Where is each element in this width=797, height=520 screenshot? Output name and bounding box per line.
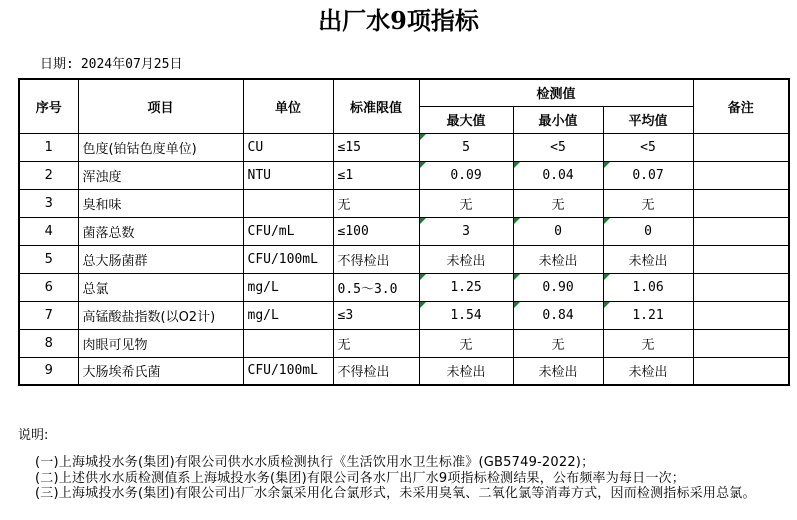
cell-seq: 3: [19, 189, 78, 217]
green-triangle-indicator: [514, 218, 520, 224]
cell-remark: [693, 301, 789, 329]
note-line-1: (一)上海城投水务(集团)有限公司供水水质检测执行《生活饮用水卫生标准》(GB5749-2022)；: [35, 455, 595, 470]
indicators-table: [18, 78, 790, 386]
green-triangle-indicator: [420, 218, 426, 224]
col-header-limit: 标准限值: [333, 79, 419, 133]
cell-item: 大肠埃希氏菌: [78, 357, 243, 385]
cell-max: 1.54: [419, 301, 513, 329]
cell-unit: NTU: [243, 161, 333, 189]
cell-unit: CU: [243, 133, 333, 161]
table-row: [19, 161, 789, 189]
table-body: [19, 133, 789, 385]
cell-limit: ≤1: [333, 161, 419, 189]
cell-unit: [243, 189, 333, 217]
green-triangle-indicator: [604, 274, 610, 280]
col-header-unit: 单位: [243, 79, 333, 133]
header-row-1: [19, 79, 789, 106]
green-triangle-indicator: [514, 162, 520, 168]
cell-item: 总大肠菌群: [78, 245, 243, 273]
col-header-seq: 序号: [19, 79, 78, 133]
cell-item: 总氯: [78, 273, 243, 301]
cell-limit: 不得检出: [333, 357, 419, 385]
cell-unit: [243, 329, 333, 357]
cell-limit: 0.5～3.0: [333, 273, 419, 301]
cell-seq: 8: [19, 329, 78, 357]
cell-unit: CFU/mL: [243, 217, 333, 245]
cell-item: 肉眼可见物: [78, 329, 243, 357]
cell-min: 无: [513, 329, 603, 357]
cell-unit: mg/L: [243, 273, 333, 301]
cell-avg: 无: [603, 329, 693, 357]
table-row: [19, 133, 789, 161]
cell-avg: 未检出: [603, 357, 693, 385]
cell-min: <5: [513, 133, 603, 161]
cell-remark: [693, 161, 789, 189]
cell-remark: [693, 245, 789, 273]
notes-section: [18, 424, 797, 502]
cell-max: 0.09: [419, 161, 513, 189]
cell-limit: 无: [333, 329, 419, 357]
table-row: [19, 301, 789, 329]
cell-avg: 0.07: [603, 161, 693, 189]
cell-min: 未检出: [513, 245, 603, 273]
date-value: 2024年07月25日: [80, 57, 183, 72]
green-triangle-indicator: [604, 162, 610, 168]
cell-avg: 1.06: [603, 273, 693, 301]
cell-item: 高锰酸盐指数(以O2计): [78, 301, 243, 329]
cell-remark: [693, 273, 789, 301]
cell-min: 0.90: [513, 273, 603, 301]
table-row: [19, 357, 789, 385]
cell-seq: 9: [19, 357, 78, 385]
cell-seq: 1: [19, 133, 78, 161]
cell-remark: [693, 357, 789, 385]
cell-max: 5: [419, 133, 513, 161]
cell-item: 浑浊度: [78, 161, 243, 189]
cell-seq: 7: [19, 301, 78, 329]
note-line-2: (二)上述供水水质检测值系上海城投水务(集团)有限公司各水厂出厂水9项指标检测结果，公布频率为每日一次；: [35, 470, 685, 486]
cell-limit: 不得检出: [333, 245, 419, 273]
green-triangle-indicator: [420, 274, 426, 280]
cell-remark: [693, 217, 789, 245]
cell-min: 0: [513, 217, 603, 245]
green-triangle-indicator: [514, 274, 520, 280]
cell-remark: [693, 189, 789, 217]
cell-min: 0.84: [513, 301, 603, 329]
cell-limit: 无: [333, 189, 419, 217]
green-triangle-indicator: [604, 218, 610, 224]
cell-seq: 2: [19, 161, 78, 189]
cell-remark: [693, 133, 789, 161]
cell-max: 无: [419, 189, 513, 217]
cell-item: 菌落总数: [78, 217, 243, 245]
cell-remark: [693, 329, 789, 357]
cell-seq: 4: [19, 217, 78, 245]
cell-max: 未检出: [419, 245, 513, 273]
notes-label: 说明:: [18, 428, 49, 443]
table-row: [19, 217, 789, 245]
date-line: [40, 53, 797, 73]
cell-seq: 6: [19, 273, 78, 301]
cell-item: 色度(铂钴色度单位): [78, 133, 243, 161]
cell-limit: ≤15: [333, 133, 419, 161]
cell-unit: CFU/100mL: [243, 245, 333, 273]
green-triangle-indicator: [514, 302, 520, 308]
cell-min: 0.04: [513, 161, 603, 189]
cell-avg: 无: [603, 189, 693, 217]
cell-max: 1.25: [419, 273, 513, 301]
cell-limit: ≤100: [333, 217, 419, 245]
cell-min: 未检出: [513, 357, 603, 385]
cell-seq: 5: [19, 245, 78, 273]
table-row: [19, 189, 789, 217]
cell-unit: mg/L: [243, 301, 333, 329]
table-row: [19, 245, 789, 273]
table-row: [19, 273, 789, 301]
col-header-avg: 平均值: [603, 106, 693, 133]
cell-avg: <5: [603, 133, 693, 161]
note-line-3: (三)上海城投水务(集团)有限公司出厂水余氯采用化合氯形式，未采用臭氧、二氧化氯等消毒方式，因而检测指标采用总氯。: [35, 486, 756, 501]
col-header-detection: 检测值: [419, 79, 693, 106]
col-header-remark: 备注: [693, 79, 789, 133]
cell-max: 3: [419, 217, 513, 245]
table-row: [19, 329, 789, 357]
cell-max: 未检出: [419, 357, 513, 385]
cell-avg: 未检出: [603, 245, 693, 273]
green-triangle-indicator: [420, 302, 426, 308]
cell-min: 无: [513, 189, 603, 217]
green-triangle-indicator: [420, 134, 426, 140]
cell-unit: CFU/100mL: [243, 357, 333, 385]
date-label: 日期:: [40, 57, 74, 72]
col-header-item: 项目: [78, 79, 243, 133]
cell-avg: 0: [603, 217, 693, 245]
green-triangle-indicator: [604, 302, 610, 308]
cell-avg: 1.21: [603, 301, 693, 329]
green-triangle-indicator: [420, 162, 426, 168]
page-title: 出厂水9项指标: [318, 6, 479, 35]
cell-limit: ≤3: [333, 301, 419, 329]
col-header-max: 最大值: [419, 106, 513, 133]
cell-max: 无: [419, 329, 513, 357]
col-header-min: 最小值: [513, 106, 603, 133]
cell-item: 臭和味: [78, 189, 243, 217]
